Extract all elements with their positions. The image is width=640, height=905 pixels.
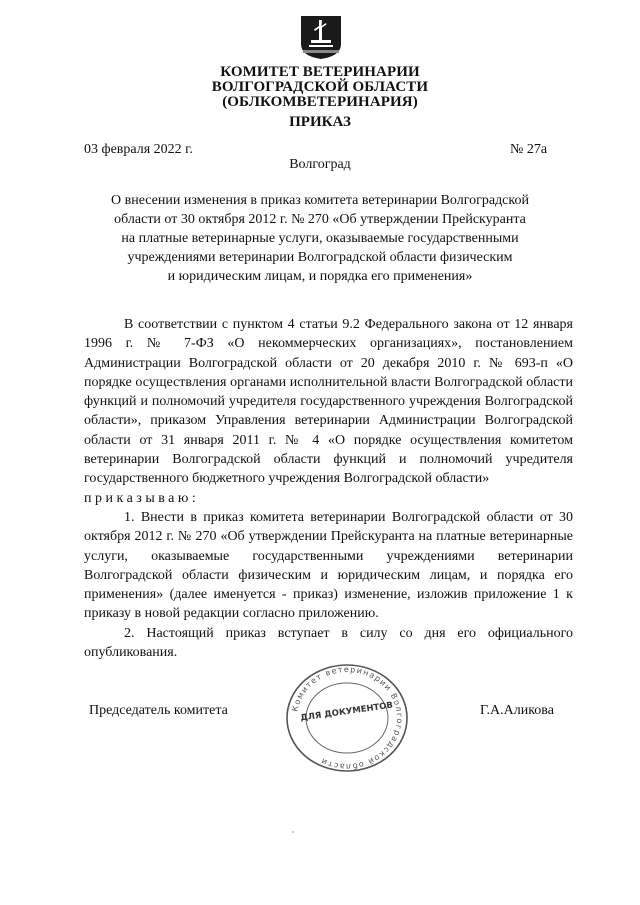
document-city: Волгоград	[289, 157, 351, 172]
document-subject	[80, 191, 560, 286]
subject-line: учреждениями ветеринарии Волгоградской области физическим	[127, 250, 513, 265]
official-seal-stamp	[281, 662, 413, 774]
order-item-1: 1. Внести в приказ комитета ветеринарии Волгоградской области от 30 октября 2012 г. № 270 «Об утверждении Прейскуранта на платные ветеринарные услуги, оказываемые государственными учреждениями ветеринарии Волгоградской области физическим и юридическим лицам, и порядка его применения» (далее именуется - приказ) изменение, изложив приложение 1 к приказу в новой редакции согласно приложению.	[84, 509, 573, 622]
document-type: ПРИКАЗ	[289, 114, 351, 130]
subject-line: на платные ветеринарные услуги, оказываемые государственными	[121, 231, 519, 246]
org-name-line1: КОМИТЕТ ВЕТЕРИНАРИИ	[220, 64, 420, 80]
order-item-2: 2. Настоящий приказ вступает в силу со дня его официального опубликования.	[84, 625, 573, 661]
coat-of-arms-icon	[299, 14, 343, 60]
order-word: приказываю:	[84, 490, 200, 506]
document-date: 03 февраля 2022 г.	[84, 142, 193, 157]
svg-text:Комитет ветеринарии Волгоградс: Комитет ветеринарии Волгоградской области	[290, 664, 405, 772]
scan-dot	[292, 831, 294, 833]
svg-text:ДЛЯ ДОКУМЕНТОВ: ДЛЯ ДОКУМЕНТОВ	[299, 700, 394, 724]
subject-line: области от 30 октября 2012 г. № 270 «Об утверждении Прейскуранта	[114, 212, 526, 227]
document-body	[84, 315, 573, 662]
signatory-name: Г.А.Аликова	[480, 703, 554, 718]
signatory-position: Председатель комитета	[89, 703, 228, 718]
preamble-paragraph: В соответствии с пунктом 4 статьи 9.2 Федерального закона от 12 января 1996 г. № 7-ФЗ «О некоммерческих организациях», постановлением Администрации Волгоградской области от 20 декабря 2010 г. № 693-п «О порядке осуществления органами исполнительной власти Волгоградской области функций и полномочий учредителя государственного учреждения Волгоградской области», приказом Управления ветеринарии Администрации Волгоградской области от 31 января 2011 г. № 4 «О порядке осуществления комитетом ветеринарии Волгоградской области функций и полномочий учредителя государственного бюджетного учреждения Волгоградской области»	[84, 317, 573, 487]
org-name-line3: (ОБЛКОМВЕТЕРИНАРИЯ)	[222, 94, 418, 110]
document-number: № 27а	[510, 142, 548, 157]
subject-line: О внесении изменения в приказ комитета ветеринарии Волгоградской	[111, 193, 529, 208]
org-name-line2: ВОЛГОГРАДСКОЙ ОБЛАСТИ	[211, 79, 429, 95]
subject-line: и юридическим лицам, и порядка его применения»	[167, 269, 473, 284]
